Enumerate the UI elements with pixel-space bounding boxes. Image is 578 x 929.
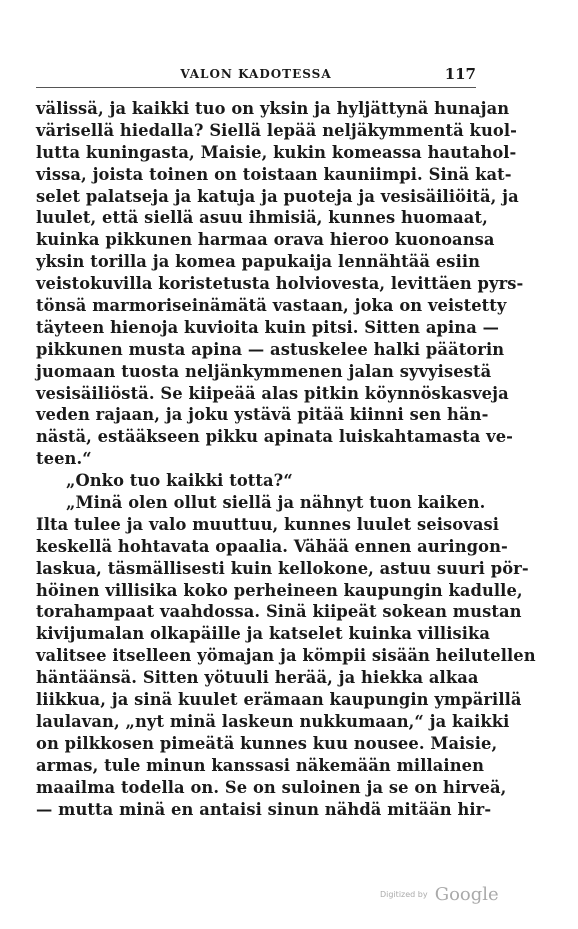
text-line: lutta kuningasta, Maisie, kukin komeassa hautahol- (36, 142, 517, 162)
running-header (36, 65, 476, 85)
text-line: vissa, joista toinen on toistaan kauniimpi. Sinä kat- (36, 164, 512, 184)
text-line: nästä, estääkseen pikku apinata luiskahtamasta ve- (36, 427, 514, 447)
text-line: maailma todella on. Se on suloinen ja se on hirveä, (36, 777, 507, 797)
text-line: veistokuvilla koristetusta holviovesta, levittäen pyrs- (36, 274, 524, 294)
watermark-logo-text: Google (434, 884, 499, 905)
text-line: vesisäiliöstä. Se kiipeää alas pitkin köynnöskasveja (36, 383, 509, 403)
text-line: armas, tule minun kanssasi näkemään millainen (36, 755, 485, 775)
page-number: 117 (444, 65, 476, 83)
text-line: pikkunen musta apina — astuskelee halki päätorin (36, 339, 505, 359)
text-line: täyteen hienoja kuvioita kuin pitsi. Sitten apina — (36, 317, 499, 337)
text-line: yksin torilla ja komea papukaija lennähtää esiin (36, 252, 481, 272)
text-line: kuinka pikkunen harmaa orava hieroo kuonoansa (36, 230, 495, 250)
text-line: laskua, täsmällisesti kuin kellokone, astuu suuri pör- (36, 558, 529, 578)
dialogue-line: „Onko tuo kaikki totta?“ (66, 471, 293, 491)
text-line: selet palatseja ja katuja ja puoteja ja vesisäiliöitä, ja (36, 186, 519, 206)
text-line: torahampaat vaahdossa. Sinä kiipeät sokean mustan (36, 602, 522, 622)
text-line: keskellä hohtavata opaalia. Vähää ennen auringon- (36, 536, 508, 556)
text-line: veden rajaan, ja joku ystävä pitää kiinni sen hän- (36, 405, 489, 425)
paragraph-start-line: „Minä olen ollut siellä ja nähnyt tuon kaiken. (66, 493, 486, 513)
running-title: VALON KADOTESSA (180, 67, 332, 81)
text-line: tönsä marmoriseinämätä vastaan, joka on veistetty (36, 296, 507, 316)
text-line: välissä, ja kaikki tuo on yksin ja hyljättynä hunajan (36, 99, 510, 118)
text-line: värisellä hiedalla? Siellä lepää neljäkymmentä kuol- (36, 120, 517, 140)
text-line: häntäänsä. Sitten yötuuli herää, ja hiekka alkaa (36, 668, 479, 688)
text-line: on pilkkosen pimeätä kunnes kuu nousee. Maisie, (36, 733, 498, 753)
header-rule (36, 87, 476, 88)
paragraph-end-line: teen.“ (36, 449, 92, 469)
text-line: — mutta minä en antaisi sinun nähdä mitään hir- (36, 799, 492, 819)
text-line: kivijumalan olkapäille ja katselet kuinka villisika (36, 624, 491, 644)
text-line: luulet, että siellä asuu ihmisiä, kunnes huomaat, (36, 208, 488, 228)
body-text (36, 98, 536, 820)
text-line: juomaan tuosta neljänkymmenen jalan syvyisestä (36, 361, 492, 381)
text-line: valitsee itselleen yömajan ja kömpii sisään heilutellen (36, 646, 536, 666)
watermark-digitized-by: Digitized by (380, 890, 428, 899)
text-line: Ilta tulee ja valo muuttuu, kunnes luulet seisovasi (36, 514, 500, 534)
text-line: laulavan, „nyt minä laskeun nukkumaan,“ ja kaikki (36, 711, 510, 731)
digitization-watermark (380, 884, 499, 905)
text-line: höinen villisika koko perheineen kaupungin kadulle, (36, 580, 523, 600)
text-line: liikkua, ja sinä kuulet erämaan kaupungin ympärillä (36, 690, 522, 710)
